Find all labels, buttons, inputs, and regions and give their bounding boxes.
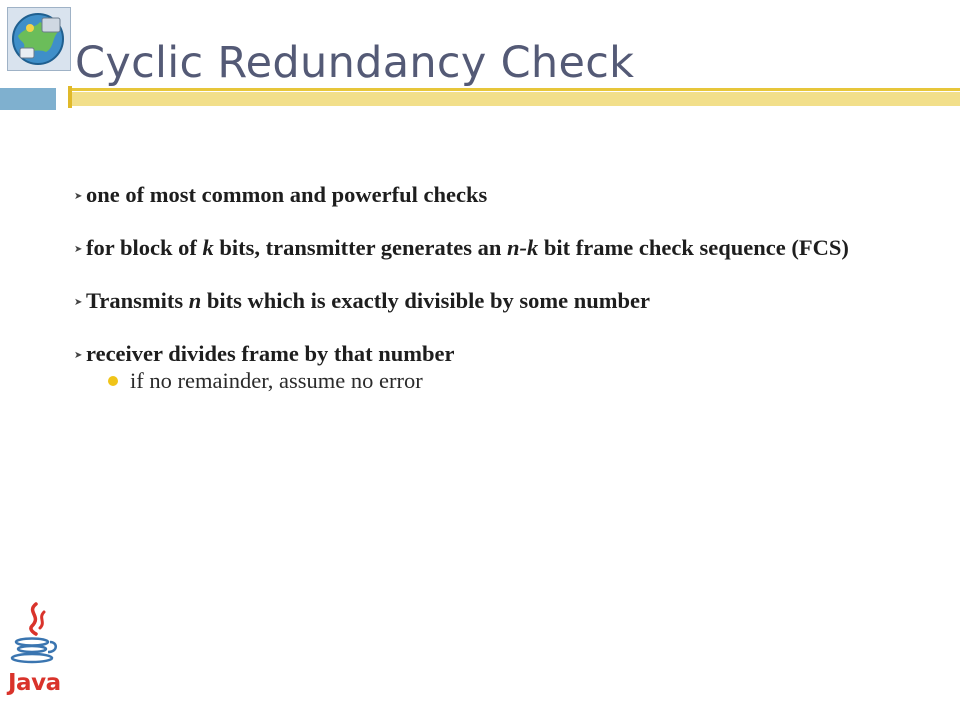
network-globe-logo-icon [7,7,71,71]
java-logo-text: Java [8,670,61,696]
accent-bar-left [0,88,56,110]
bullet-text: receiver divides frame by that number [86,341,455,366]
bullet-item-3 [74,284,914,319]
bullet-list [74,178,914,415]
bullet-text: bit frame check sequence (FCS) [538,235,849,260]
dot-bullet-icon [108,376,118,386]
bullet-item-2 [74,231,914,266]
variable-k: k [202,235,214,260]
title-underline [70,92,960,106]
arrow-bullet-icon: ➤ [74,191,83,202]
bullet-text: bits, transmitter generates an [213,235,507,260]
bullet-item-1 [74,178,914,213]
title-underline-tick [68,86,72,108]
bullet-text: for block of [86,235,203,260]
sub-bullet-item-1 [112,364,914,397]
title-underline-edge [70,88,960,91]
sub-bullet-list [74,364,914,397]
arrow-bullet-icon: ➤ [74,244,83,255]
bullet-item-4 [74,337,914,397]
sub-bullet-text: if no remainder, assume no error [130,368,423,393]
bullet-text: Transmits [86,288,189,313]
variable-n-k: n-k [507,235,539,260]
slide-title: Cyclic Redundancy Check [75,38,635,88]
bullet-text: one of most common and powerful checks [86,182,488,207]
variable-n: n [188,288,202,313]
arrow-bullet-icon: ➤ [74,350,83,361]
arrow-bullet-icon: ➤ [74,297,83,308]
bullet-text: bits which is exactly divisible by some number [201,288,651,313]
